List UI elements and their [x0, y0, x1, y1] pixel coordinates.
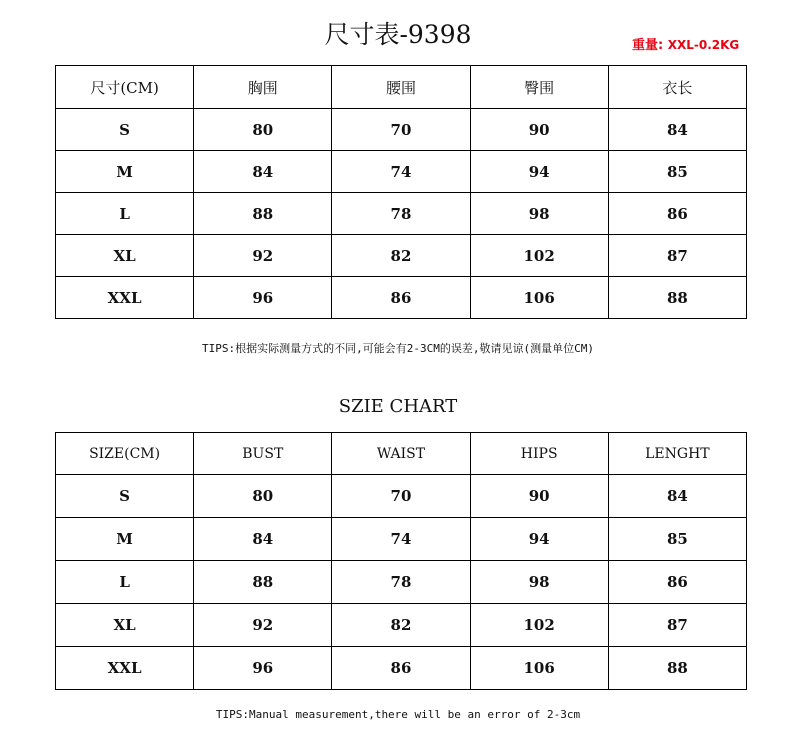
table-row: [56, 277, 747, 319]
table-cell: 84: [608, 109, 746, 151]
table-cell: M: [56, 518, 194, 561]
table-cell: 86: [332, 277, 470, 319]
table-cell: 90: [470, 109, 608, 151]
table-cell: 78: [332, 193, 470, 235]
table-cell: XL: [56, 235, 194, 277]
header-cell: WAIST: [332, 433, 470, 475]
table-cell: 102: [470, 604, 608, 647]
table-row: [56, 518, 747, 561]
table-row: [56, 561, 747, 604]
chinese-size-table: [55, 65, 747, 319]
table-cell: 84: [608, 475, 746, 518]
table-cell: 82: [332, 604, 470, 647]
table-cell: 86: [332, 647, 470, 690]
table-row: [56, 109, 747, 151]
table-cell: 88: [608, 277, 746, 319]
table-cell: 94: [470, 151, 608, 193]
table-cell: XL: [56, 604, 194, 647]
table-cell: 74: [332, 151, 470, 193]
table-cell: 92: [194, 235, 332, 277]
table-cell: S: [56, 475, 194, 518]
table-cell: 87: [608, 235, 746, 277]
header-cell: 臀围: [470, 66, 608, 109]
english-tips: TIPS:Manual measurement,there will be an error of 2-3cm: [215, 708, 581, 721]
table-cell: 90: [470, 475, 608, 518]
table-cell: 98: [470, 193, 608, 235]
table-cell: 96: [194, 647, 332, 690]
table-cell: 86: [608, 193, 746, 235]
header-cell: HIPS: [470, 433, 608, 475]
table-row: [56, 151, 747, 193]
table-row: [56, 604, 747, 647]
table-cell: 85: [608, 151, 746, 193]
header-cell: 尺寸(CM): [56, 66, 194, 109]
table-cell: 82: [332, 235, 470, 277]
english-size-table: [55, 432, 747, 690]
table-cell: 94: [470, 518, 608, 561]
header-cell: BUST: [194, 433, 332, 475]
table-cell: 98: [470, 561, 608, 604]
table-header-row: [56, 433, 747, 475]
header-cell: 衣长: [608, 66, 746, 109]
table-cell: 86: [608, 561, 746, 604]
table-cell: 70: [332, 109, 470, 151]
header-cell: LENGHT: [608, 433, 746, 475]
table-cell: 78: [332, 561, 470, 604]
header-cell: 腰围: [332, 66, 470, 109]
table-cell: XXL: [56, 277, 194, 319]
weight-value: XXL-0.2KG: [667, 38, 740, 52]
table-cell: L: [56, 193, 194, 235]
table-cell: S: [56, 109, 194, 151]
table-cell: 96: [194, 277, 332, 319]
table-row: [56, 647, 747, 690]
table-cell: 106: [470, 277, 608, 319]
table-cell: 70: [332, 475, 470, 518]
table-cell: 80: [194, 109, 332, 151]
table-cell: L: [56, 561, 194, 604]
chinese-title: 尺寸表-9398: [324, 20, 472, 49]
table-header-row: [56, 66, 747, 109]
header-cell: 胸围: [194, 66, 332, 109]
table-cell: 88: [194, 193, 332, 235]
table-cell: 102: [470, 235, 608, 277]
table-row: [56, 193, 747, 235]
table-cell: 80: [194, 475, 332, 518]
table-cell: 88: [608, 647, 746, 690]
table-row: [56, 235, 747, 277]
header-cell: SIZE(CM): [56, 433, 194, 475]
table-cell: 84: [194, 151, 332, 193]
table-cell: 74: [332, 518, 470, 561]
weight-label: 重量:: [632, 38, 664, 53]
weight-note: [632, 34, 739, 53]
table-cell: M: [56, 151, 194, 193]
table-cell: 84: [194, 518, 332, 561]
table-cell: 85: [608, 518, 746, 561]
table-cell: 106: [470, 647, 608, 690]
table-cell: 87: [608, 604, 746, 647]
english-title: SZIE CHART: [338, 396, 458, 417]
table-cell: 92: [194, 604, 332, 647]
table-cell: 88: [194, 561, 332, 604]
table-row: [56, 475, 747, 518]
chinese-tips: TIPS:根据实际测量方式的不同,可能会有2-3CM的误差,敬请见谅(测量单位CM): [202, 342, 594, 355]
table-cell: XXL: [56, 647, 194, 690]
